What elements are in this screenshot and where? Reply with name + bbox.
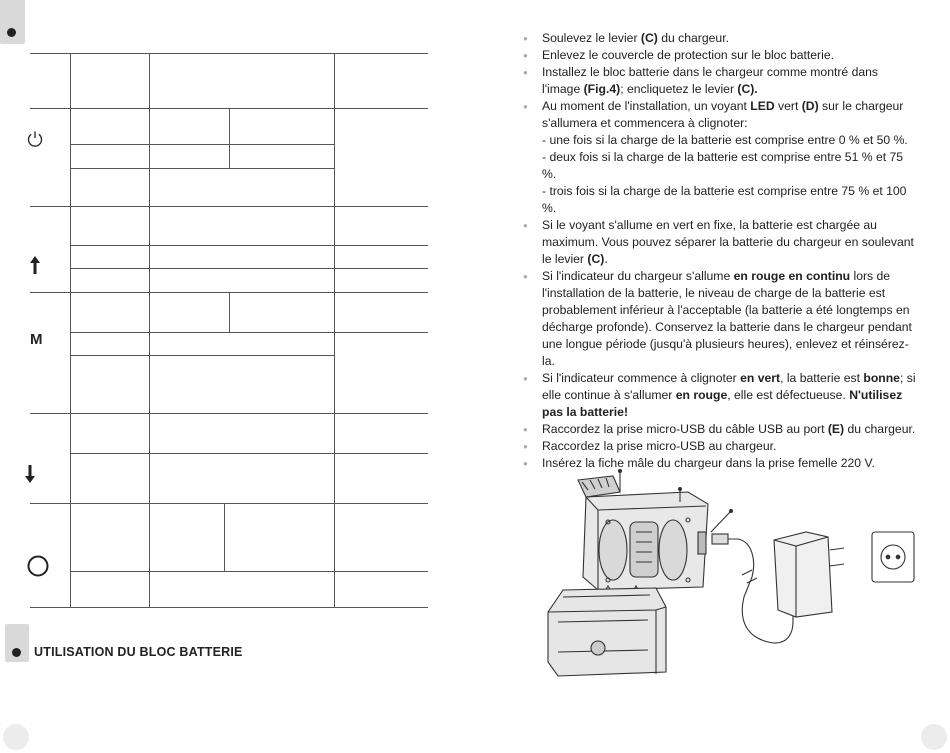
instruction-text: sur le chargeur s'allumera et commencera à clignoter: (542, 99, 904, 130)
instruction-text: - une fois si la charge de la batterie est comprise entre 0 % et 50 %. (542, 133, 908, 147)
table-inner-divider (224, 503, 225, 571)
emphasized-text: (C). (737, 82, 758, 96)
header-tab-marker (0, 0, 25, 44)
emphasized-text: N'utilisez pas la batterie! (542, 388, 903, 419)
instruction-subitem (521, 149, 917, 183)
emphasized-text: (D) (801, 99, 819, 113)
instruction-text: Si l'indicateur commence à clignoter (542, 371, 741, 385)
emphasized-text: (Fig.4) (583, 82, 621, 96)
instruction-item (521, 30, 917, 47)
emphasized-text: (C) (587, 252, 605, 266)
controls-table (30, 53, 428, 608)
instruction-text: . (604, 252, 608, 266)
emphasized-text: en vert (740, 371, 781, 385)
table-row-line (70, 144, 334, 145)
table-group-line (30, 206, 428, 207)
m-button-icon: M (30, 331, 43, 348)
instruction-text: , la batterie est (780, 371, 864, 385)
circle-button-icon (27, 555, 49, 577)
emphasized-text: en rouge (675, 388, 728, 402)
instruction-item (521, 47, 917, 64)
table-row-line (70, 268, 428, 269)
table-inner-divider (229, 292, 230, 332)
page-corner-marker (921, 724, 947, 750)
table-row-line (70, 332, 428, 333)
instruction-item (521, 217, 917, 268)
instruction-item (521, 98, 917, 132)
emphasized-text: en rouge en continu (733, 269, 851, 283)
arrow-up-icon (30, 256, 40, 274)
charger-illustration (538, 462, 918, 692)
emphasized-text: (C) (640, 31, 658, 45)
table-row-line (70, 453, 428, 454)
page-corner-marker (3, 724, 29, 750)
power-icon (26, 130, 44, 148)
emphasized-text: bonne (863, 371, 900, 385)
emphasized-text: LED (750, 99, 775, 113)
emphasized-text: (E) (827, 422, 845, 436)
instruction-item (521, 438, 917, 455)
instruction-text: du chargeur. (657, 31, 729, 45)
instruction-text: du chargeur. (844, 422, 916, 436)
table-row-line (70, 355, 334, 356)
instruction-item (521, 268, 917, 370)
table-row-line (70, 245, 428, 246)
table-group-line (30, 413, 428, 414)
table-inner-divider (229, 108, 230, 168)
instruction-text: Raccordez la prise micro-USB du câble USB au port (542, 422, 828, 436)
instruction-text: Soulevez le levier (542, 31, 641, 45)
instruction-text: ; si elle continue à s'allumer (542, 371, 916, 402)
section-title: UTILISATION DU BLOC BATTERIE (34, 645, 243, 659)
instruction-subitem (521, 132, 917, 149)
instruction-text: Au moment de l'installation, un voyant (542, 99, 751, 113)
instruction-subitem (521, 183, 917, 217)
table-col-divider-2 (149, 53, 150, 608)
instruction-text: - trois fois si la charge de la batterie est comprise entre 75 % et 100 %. (542, 184, 907, 215)
instruction-text: , elle est défectueuse. (727, 388, 850, 402)
instruction-text: lors de l'installation de la batterie, le niveau de charge de la batterie est probablement inférieur à l'acceptable (la batterie a été longtemps en décharge profonde). Conservez la batterie dans le chargeur pendant une longue période (jusqu'à plusieurs heures), enlevez et réinsérez-la. (542, 269, 912, 368)
table-col-divider-3 (334, 53, 335, 608)
instruction-text: Si l'indicateur du chargeur s'allume (542, 269, 734, 283)
instruction-text: - deux fois si la charge de la batterie est comprise entre 51 % et 75 %. (542, 150, 904, 181)
table-row-line (70, 571, 428, 572)
arrow-down-icon (25, 465, 35, 483)
table-border-bottom (30, 607, 428, 608)
section-tab-marker (5, 624, 29, 662)
table-group-line (30, 503, 428, 504)
instruction-text: ; encliquetez le levier (620, 82, 738, 96)
charging-instructions (521, 30, 917, 472)
table-border-top (30, 53, 428, 54)
table-row-line (70, 168, 334, 169)
instruction-item (521, 64, 917, 98)
instruction-text: vert (774, 99, 802, 113)
bullet-dot (7, 28, 16, 37)
table-col-divider-1 (70, 53, 71, 608)
instruction-text: Raccordez la prise micro-USB au chargeur. (542, 439, 777, 453)
instruction-item (521, 421, 917, 438)
instruction-text: Installez le bloc batterie dans le chargeur comme montré dans l'image (542, 65, 879, 96)
bullet-dot (12, 648, 21, 657)
instruction-item (521, 370, 917, 421)
instruction-text: Si le voyant s'allume en vert en fixe, la batterie est chargée au maximum. Vous pouvez séparer la batterie du chargeur en soulevant le levier (542, 218, 914, 266)
instruction-text: Insérez la fiche mâle du chargeur dans la prise femelle 220 V. (542, 456, 875, 470)
instruction-text: Enlevez le couvercle de protection sur le bloc batterie. (542, 48, 834, 62)
